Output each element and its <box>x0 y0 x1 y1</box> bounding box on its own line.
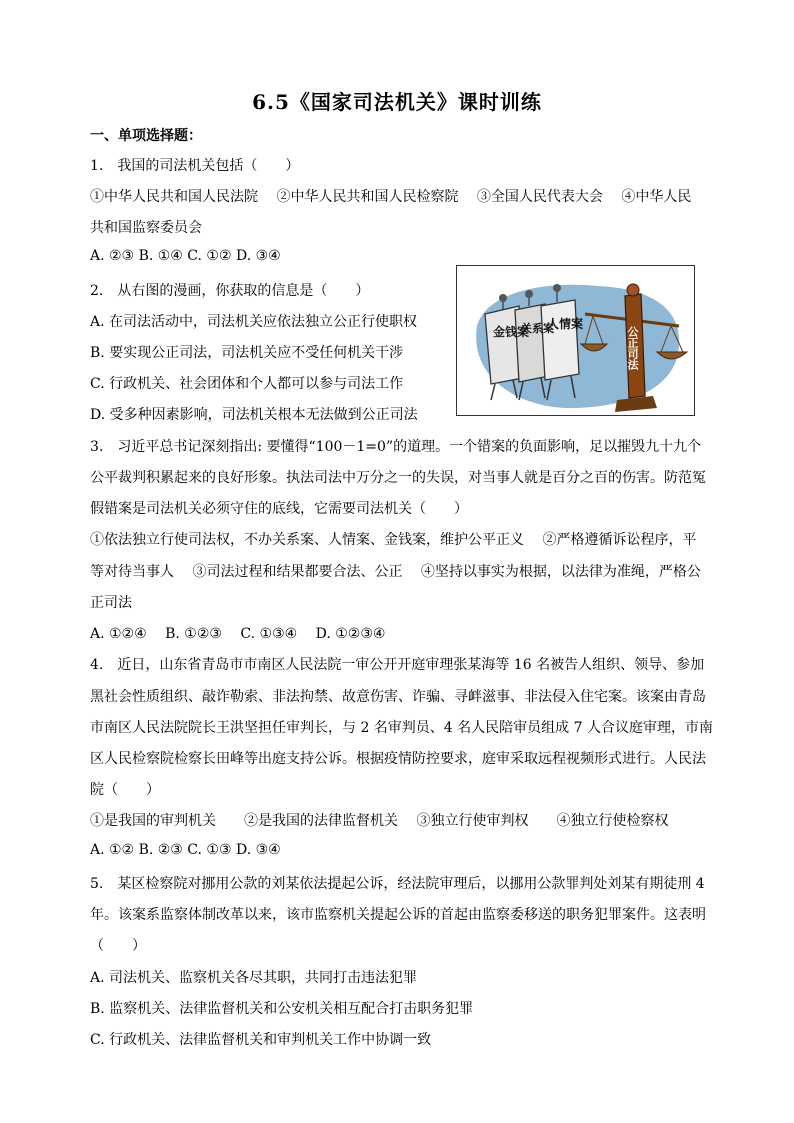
section-heading: 一、单项选择题： <box>90 128 202 144</box>
cartoon-image <box>456 265 695 416</box>
q5-stem-line3: （ ） <box>90 938 146 954</box>
q3-options-line3: 正司法 <box>90 595 132 611</box>
q1-options-line2: 共和国监察委员会 <box>90 220 202 236</box>
q4-choices: A. ①② B. ②③ C. ①③ D. ③④ <box>90 842 281 858</box>
q5-choice-c: C. 行政机关、法律监督机关和审判机关工作中协调一致 <box>90 1032 432 1048</box>
q4-stem-line1: 4. 近日，山东省青岛市市南区人民法院一审公开开庭审理张某海等 16 名被告人组织、领导、参加 <box>90 657 705 673</box>
q5-stem-line2: 年。该案系监察体制改革以来，该市监察机关提起公诉的首起由监察委移送的职务犯罪案件。这表明 <box>90 907 706 923</box>
q5-choice-a: A. 司法机关、监察机关各尽其职，共同打击违法犯罪 <box>90 970 418 986</box>
page-title: 6.5《国家司法机关》课时训练 <box>252 90 542 114</box>
q1-choices: A. ②③ B. ①④ C. ①② D. ③④ <box>90 248 281 264</box>
q2-stem: 2. 从右图的漫画，你获取的信息是（ ） <box>90 283 370 299</box>
tag-money-text: 金钱案 <box>493 325 530 339</box>
q3-choices: A. ①②④ B. ①②③ C. ①③④ D. ①②③④ <box>90 626 386 642</box>
q1-stem: 1. 我国的司法机关包括（ ） <box>90 158 300 174</box>
q4-stem-line2: 黑社会性质组织、敲诈勒索、非法拘禁、故意伤害、诈骗、寻衅滋事、非法侵入住宅案。该案由青岛 <box>90 689 706 705</box>
q5-choice-b: B. 监察机关、法律监督机关和公安机关相互配合打击职务犯罪 <box>90 1001 474 1017</box>
q3-stem-line3: 假错案是司法机关必须守住的底线，它需要司法机关（ ） <box>90 501 468 517</box>
q1-options-line1: ①中华人民共和国人民法院 ②中华人民共和国人民检察院 ③全国人民代表大会 ④中华人民 <box>90 189 692 205</box>
q3-stem-line1: 3. 习近平总书记深刻指出: 要懂得“100－1=0”的道理。一个错案的负面影响，足以摧毁九十九个 <box>90 439 702 455</box>
q5-stem-line1: 5. 某区检察院对挪用公款的刘某依法提起公诉，经法院审理后，以挪用公款罪判处刘某有期徒刑 4 <box>90 876 705 892</box>
q3-options-line2: 等对待当事人 ③司法过程和结果都要合法、公正 ④坚持以事实为根据，以法律为准绳，严格公 <box>90 564 701 580</box>
q2-choice-a: A. 在司法活动中，司法机关应依法独立公正行使职权 <box>90 314 418 330</box>
q4-options: ①是我国的审判机关 ②是我国的法律监督机关 ③独立行使审判权 ④独立行使检察权 <box>90 813 669 829</box>
cartoon-svg <box>457 266 695 416</box>
tag-favor-text: 人情案 <box>547 317 584 331</box>
tag-favor-case <box>547 316 583 331</box>
q4-stem-line5: 院（ ） <box>90 782 160 798</box>
q2-choice-d: D. 受多种因素影响，司法机关根本无法做到公正司法 <box>90 407 418 423</box>
q4-stem-line4: 区人民检察院检察长田峰等出庭支持公诉。根据疫情防控要求，庭审采取远程视频形式进行。人民法 <box>90 751 706 767</box>
q2-choice-c: C. 行政机关、社会团体和个人都可以参与司法工作 <box>90 376 404 392</box>
q2-choice-b: B. 要实现公正司法，司法机关应不受任何机关干涉 <box>90 345 404 361</box>
tag-relation-text: 关系案 <box>521 323 554 335</box>
q4-stem-line3: 市南区人民法院院长王洪坚担任审判长，与 2 名审判员、4 名人民陪审员组成 7 人合议庭审理，市南 <box>90 720 713 736</box>
pillar-label <box>626 326 639 371</box>
q3-options-line1: ①依法独立行使司法权，不办关系案、人情案、金钱案，维护公平正义 ②严格遵循诉讼程序，平 <box>90 532 697 548</box>
pillar-label-text: 公正司法 <box>626 326 638 370</box>
q3-stem-line2: 公平裁判积累起来的良好形象。执法司法中万分之一的失误，对当事人就是百分之百的伤害。防范冤 <box>90 470 706 486</box>
